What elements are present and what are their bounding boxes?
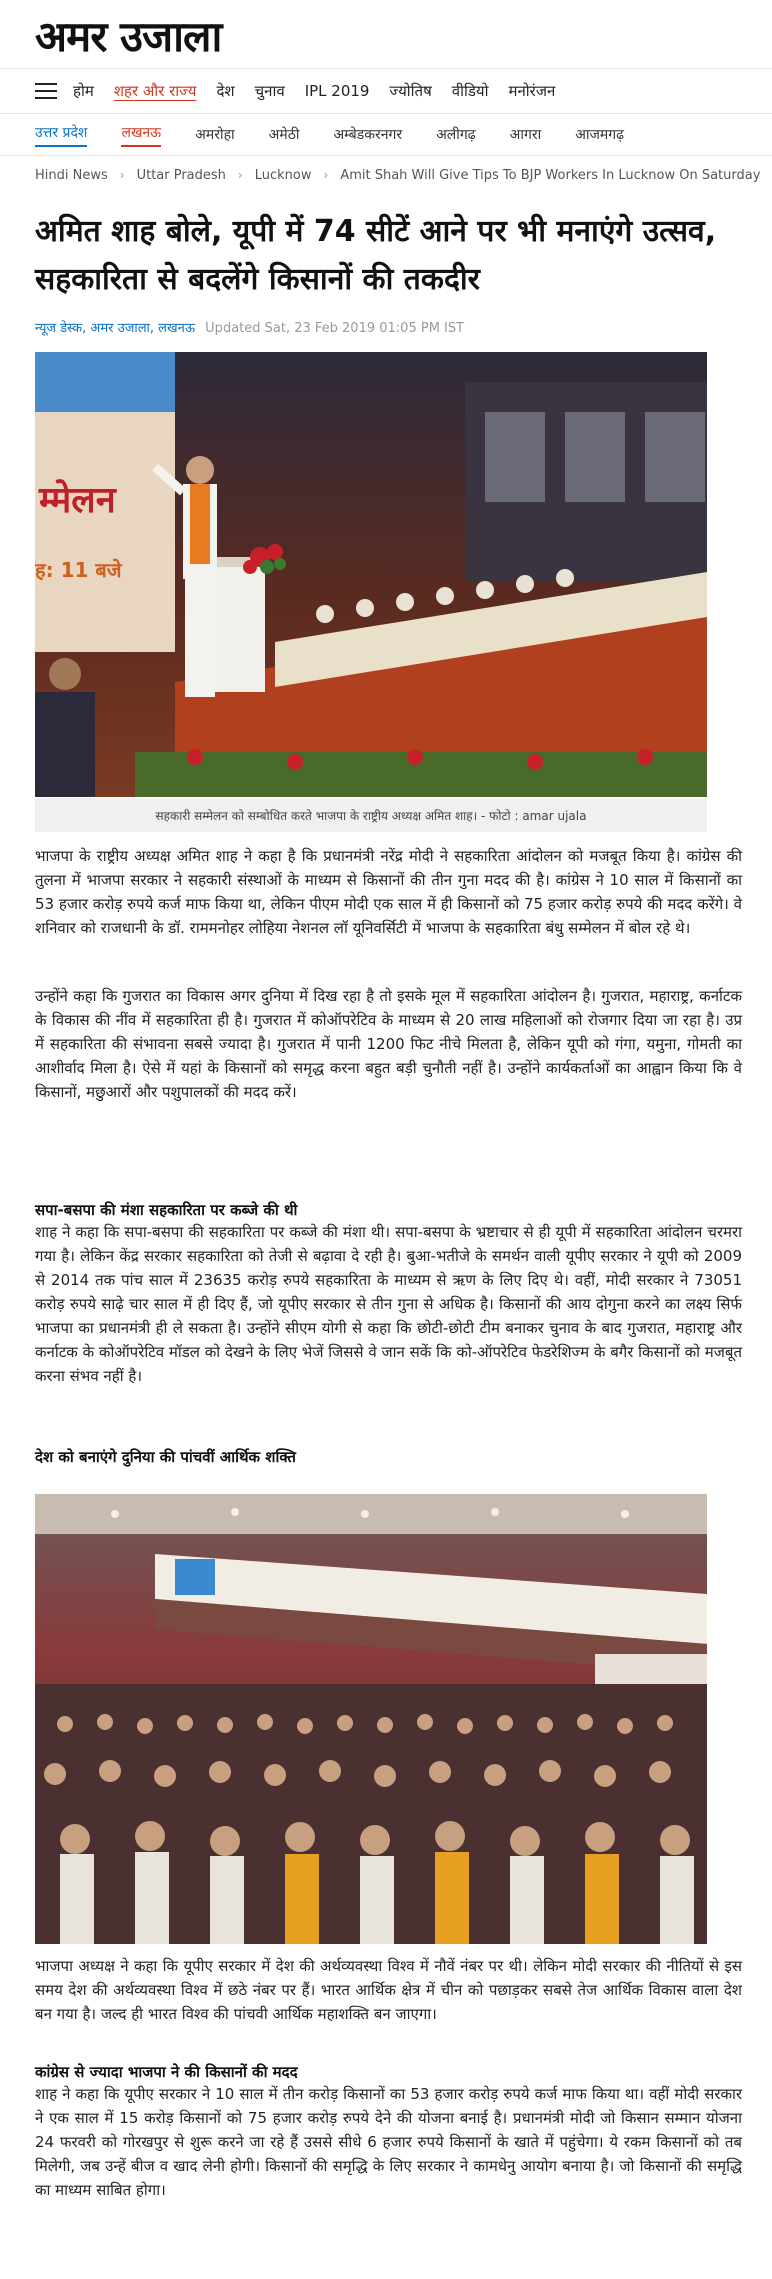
main-nav xyxy=(0,68,772,114)
article-subheading: देश को बनाएंगे दुनिया की पांचवीं आर्थिक शक्ति xyxy=(35,1448,296,1466)
chevron-right-icon: › xyxy=(323,168,329,182)
nav-item-entertainment[interactable]: मनोरंजन xyxy=(508,82,556,100)
nav-item-ipl[interactable]: IPL 2019 xyxy=(304,82,370,100)
article-paragraph: उन्होंने कहा कि गुजरात का विकास अगर दुनिया में दिख रहा है तो इसके मूल में सहकारिता आंदोलन है। गुजरात, महाराष्ट्र, कर्नाटक के विकास की नींव में सहकारिता ही है। गुजरात में कोऑपरेटिव के माध्यम से 20 लाख महिलाओं को रोजगार दिया जा रहा है। उप्र में सहकारिता की संभावना सबसे ज्यादा है। गुजरात में पानी 1200 फिट नीचे मिलता है, लेकिन यूपी को गंगा, यमुना, गोमती का आशीर्वाद मिला है। ऐसे में यहां के किसानों को समृद्ध करना बहुत बड़ी चुनौती नहीं है। उन्होंने कार्यकर्ताओं का आह्वान किया कि वे किसानों, मछुआरों और पशुपालकों की मदद करें। xyxy=(35,987,742,1101)
city-nav-lucknow[interactable]: लखनऊ xyxy=(121,123,161,147)
article-headline: अमित शाह बोले, यूपी में 74 सीटें आने पर भी मनाएंगे उत्सव, सहकारिता से बदलेंगे किसानों की तकदीर xyxy=(35,214,717,297)
article-main-image-caption: सहकारी सम्मेलन को सम्बोधित करते भाजपा के राष्ट्रीय अध्यक्ष अमित शाह। - फोटो : amar ujala xyxy=(35,798,707,832)
city-nav-ambedkarnagar[interactable]: अम्बेडकरनगर xyxy=(333,127,403,143)
nav-item-astrology[interactable]: ज्योतिष xyxy=(389,82,432,100)
nav-item-home[interactable]: होम xyxy=(73,82,94,100)
city-nav-amethi[interactable]: अमेठी xyxy=(268,127,300,143)
article-paragraph: शाह ने कहा कि यूपीए सरकार ने 10 साल में तीन करोड़ किसानों का 53 हजार करोड़ रुपये कर्ज माफ किया था। वहीं मोदी सरकार ने एक साल में 15 करोड़ किसानों को 75 हजार करोड़ रुपये देने की योजना बनाई है। प्रधानमंत्री मोदी जो किसान सम्मान योजना 24 फरवरी को गोरखपुर से शुरू करने जा रहे हैं उससे सीधे 6 हजार रुपये किसानों के खाते में पहुंचेगा। ये रकम किसानों को तब मिलेगी, जब उन्हें बीज व खाद लेनी होगी। किसानों की समृद्धि के लिए सरकार ने कामधेनु आयोग बनाया है। जो किसानों की समृद्धि का माध्यम साबित होगा। xyxy=(35,2085,742,2199)
site-header xyxy=(0,0,772,68)
city-nav xyxy=(0,114,772,156)
article-author[interactable]: न्यूज डेस्क, अमर उजाला, लखनऊ xyxy=(35,321,196,336)
stage-banner-text: म्मेलन xyxy=(39,480,116,521)
city-nav-aligarh[interactable]: अलीगढ़ xyxy=(436,127,476,143)
site-logo[interactable]: अमर उजाला xyxy=(35,12,222,61)
article-main-image xyxy=(35,352,707,797)
chevron-right-icon: › xyxy=(119,168,125,182)
nav-item-video[interactable]: वीडियो xyxy=(451,82,489,100)
menu-icon[interactable] xyxy=(35,83,57,99)
article-byline xyxy=(35,318,464,336)
article-subheading: सपा-बसपा की मंशा सहकारिता पर कब्जे की थी xyxy=(35,1201,298,1219)
city-nav-uttar-pradesh[interactable]: उत्तर प्रदेश xyxy=(35,123,87,147)
article-subheading: कांग्रेस से ज्यादा भाजपा ने की किसानों की मदद xyxy=(35,2063,298,2081)
stage-photo-illustration xyxy=(35,352,707,797)
city-nav-azamgarh[interactable]: आजमगढ़ xyxy=(575,127,625,143)
breadcrumb-item-city[interactable]: Lucknow xyxy=(254,167,312,183)
breadcrumb-item-home[interactable]: Hindi News xyxy=(35,167,108,183)
article-updated-time: Updated Sat, 23 Feb 2019 01:05 PM IST xyxy=(205,321,465,336)
article-secondary-image xyxy=(35,1494,707,1944)
nav-item-elections[interactable]: चुनाव xyxy=(254,82,285,100)
nav-item-country[interactable]: देश xyxy=(216,82,235,100)
city-nav-amroha[interactable]: अमरोहा xyxy=(195,127,235,143)
breadcrumb-item-current: Amit Shah Will Give Tips To BJP Workers In Lucknow On Saturday xyxy=(340,167,760,183)
breadcrumb-item-state[interactable]: Uttar Pradesh xyxy=(136,167,226,183)
city-nav-agra[interactable]: आगरा xyxy=(509,127,542,143)
stage-banner-side-text: ह: 11 बजे xyxy=(35,558,122,582)
article-paragraph: शाह ने कहा कि सपा-बसपा की सहकारिता पर कब्जे की मंशा थी। सपा-बसपा के भ्रष्टाचार से ही यूपी में सहकारिता आंदोलन चरमरा गया है। लेकिन केंद्र सरकार सहकारिता को तेजी से बढ़ावा दे रही है। बुआ-भतीजे के समर्थन वाली यूपीए सरकार ने यूपी को 2009 से 2014 तक पांच साल में 23635 करोड़ रुपये सहकारिता के माध्यम से ऋण के लिए दिए थे। वहीं, मोदी सरकार ने 73051 करोड़ रुपये साढ़े चार साल में ही दिए हैं, जो यूपीए सरकार से तीन गुना से अधिक है। किसानों की आय दोगुना करने का लक्ष्य सिर्फ भाजपा का प्रधानमंत्री ही ले सकता है। उन्होंने सीएम योगी से कहा कि छोटी-छोटी टीम बनाकर चुनाव के बाद गुजरात, महाराष्ट्र और कर्नाटक के कोऑपरेटिव मॉडल को देखने के लिए भेजें जिससे वे जान सकें कि को-ऑपरेटिव फेडरेशिज्म के बगैर किसानों को मजबूत करना संभव नहीं है। xyxy=(35,1223,742,1385)
chevron-right-icon: › xyxy=(237,168,243,182)
article-paragraph: भाजपा अध्यक्ष ने कहा कि यूपीए सरकार में देश की अर्थव्यवस्था विश्व में नौवें नंबर पर थी। लेकिन मोदी सरकार की नीतियों से इस समय देश की अर्थव्यवस्था विश्व में छठे नंबर पर हैं। भारत आर्थिक क्षेत्र में चीन को पछाड़कर सबसे तेज आर्थिक विकास वाला देश बन गया है। जल्द ही भारत विश्व की पांचवी आर्थिक महाशक्ति बन जाएगा। xyxy=(35,1957,742,2023)
article-paragraph: भाजपा के राष्ट्रीय अध्यक्ष अमित शाह ने कहा है कि प्रधानमंत्री नरेंद्र मोदी ने सहकारिता आंदोलन को मजबूत किया है। कांग्रेस की तुलना में भाजपा सरकार ने सहकारी संस्थाओं के माध्यम से किसानों की तीन गुना मदद की है। कांग्रेस ने 10 साल में किसानों का 53 हजार करोड़ रुपये कर्ज माफ किया था, लेकिन पीएम मोदी एक साल में ही किसानों को 75 हजार करोड़ रुपये की मदद करेंगे। वे शनिवार को राजधानी के डॉ. राममनोहर लोहिया नेशनल लॉ यूनिवर्सिटी में भाजपा के सहकारिता बंधु सम्मेलन में बोल रहे थे। xyxy=(35,847,742,937)
audience-photo-illustration xyxy=(35,1494,707,1944)
nav-item-city-state[interactable]: शहर और राज्य xyxy=(113,82,197,100)
breadcrumb xyxy=(35,160,760,190)
